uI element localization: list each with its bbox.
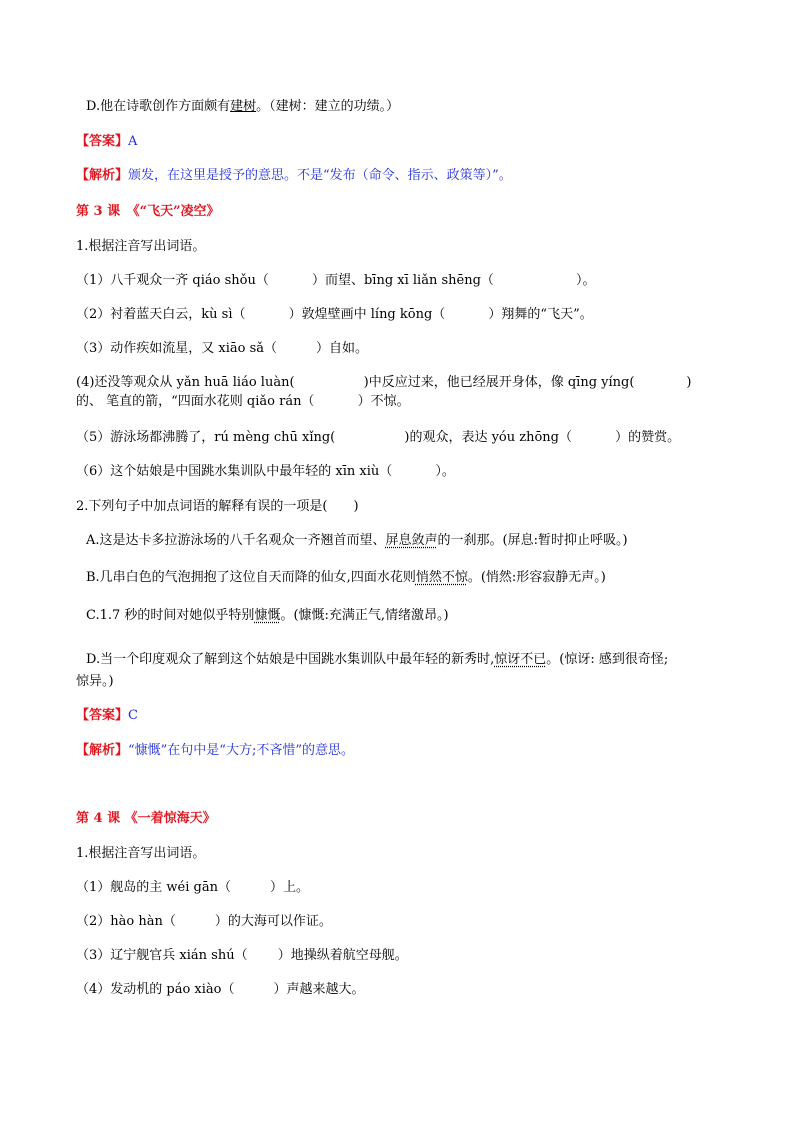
dotted-term: 慷慨 bbox=[254, 608, 281, 623]
option-c: C.1.7 秒的时间对她似乎特别慷慨。(慷慨:充满正气,情绪激昂。) bbox=[86, 608, 449, 623]
question-item-continued: 的、 笔直的箭，“四面水花则 qiǎo rán（ ）不惊。 bbox=[76, 394, 410, 409]
lesson-3-heading: 第 3 课 《“飞天”凌空》 bbox=[76, 204, 220, 219]
question-item: （3）辽宁舰官兵 xián shú（ ）地操纵着航空母舰。 bbox=[76, 948, 408, 963]
analysis-line: 【解析】“慷慨”在句中是“大方;不吝惜”的意思。 bbox=[76, 743, 354, 758]
dotted-term: 悄然不惊 bbox=[415, 570, 468, 585]
answer-line: 【答案】C bbox=[76, 708, 138, 723]
question-1-title: 1.根据注音写出词语。 bbox=[76, 846, 206, 861]
answer-tag: 【答案】 bbox=[76, 134, 129, 149]
underlined-term: 建树 bbox=[230, 99, 257, 114]
dotted-term: 屏息敛声 bbox=[385, 533, 438, 548]
question-item: （4）发动机的 páo xiào（ ）声越来越大。 bbox=[76, 982, 365, 997]
option-d: D.当一个印度观众了解到这个姑娘是中国跳水集训队中最年轻的新秀时,惊讶不已。(惊讶: 感到很奇怪; bbox=[86, 652, 669, 667]
question-item: （6）这个姑娘是中国跳水集训队中最年轻的 xīn xiù（ ）。 bbox=[76, 464, 455, 479]
analysis-line: 【解析】颁发，在这里是授予的意思。不是“发布（命令、指示、政策等）”。 bbox=[76, 168, 512, 183]
question-item: （2）hào hàn（ ）的大海可以作证。 bbox=[76, 914, 332, 929]
dotted-term: 惊讶不已 bbox=[494, 652, 547, 667]
question-item: （2）衬着蓝天白云，kù sì（ ）敦煌壁画中 líng kōng（ ）翔舞的“飞天”。 bbox=[76, 307, 593, 322]
question-item: (4)还没等观众从 yǎn huā liáo luàn( )中反应过来，他已经展开身体，像 qīng yíng( ) bbox=[76, 375, 692, 390]
option-d-line: D.他在诗歌创作方面颇有建树。（建树：建立的功绩。） bbox=[86, 99, 400, 114]
answer-tag: 【答案】 bbox=[76, 708, 129, 723]
question-2-title: 2.下列句子中加点词语的解释有误的一项是( ) bbox=[76, 499, 359, 514]
analysis-tag: 【解析】 bbox=[76, 168, 129, 183]
question-item: （3）动作疾如流星，又 xiāo sǎ（ ）自如。 bbox=[76, 341, 369, 356]
option-d-continued: 惊异。) bbox=[76, 674, 114, 689]
question-item: （1）八千观众一齐 qiáo shǒu（ ）而望、bīng xī liǎn shēng（ ）。 bbox=[76, 273, 596, 288]
option-b: B.几串白色的气泡拥抱了这位自天而降的仙女,四面水花则悄然不惊。(悄然:形容寂静无声。) bbox=[86, 570, 606, 585]
question-item: （1）舰岛的主 wéi gān（ ）上。 bbox=[76, 880, 309, 895]
analysis-tag: 【解析】 bbox=[76, 743, 129, 758]
option-a: A.这是达卡多拉游泳场的八千名观众一齐翘首而望、屏息敛声的一刹那。(屏息:暂时抑止呼吸。) bbox=[86, 533, 628, 548]
answer-line: 【答案】A bbox=[76, 134, 138, 149]
question-1-title: 1.根据注音写出词语。 bbox=[76, 239, 206, 254]
lesson-4-heading: 第 4 课 《一着惊海天》 bbox=[76, 811, 216, 826]
question-item: （5）游泳场都沸腾了，rú mèng chū xǐng( )的观众，表达 yóu zhōng（ ）的赞赏。 bbox=[76, 430, 681, 445]
